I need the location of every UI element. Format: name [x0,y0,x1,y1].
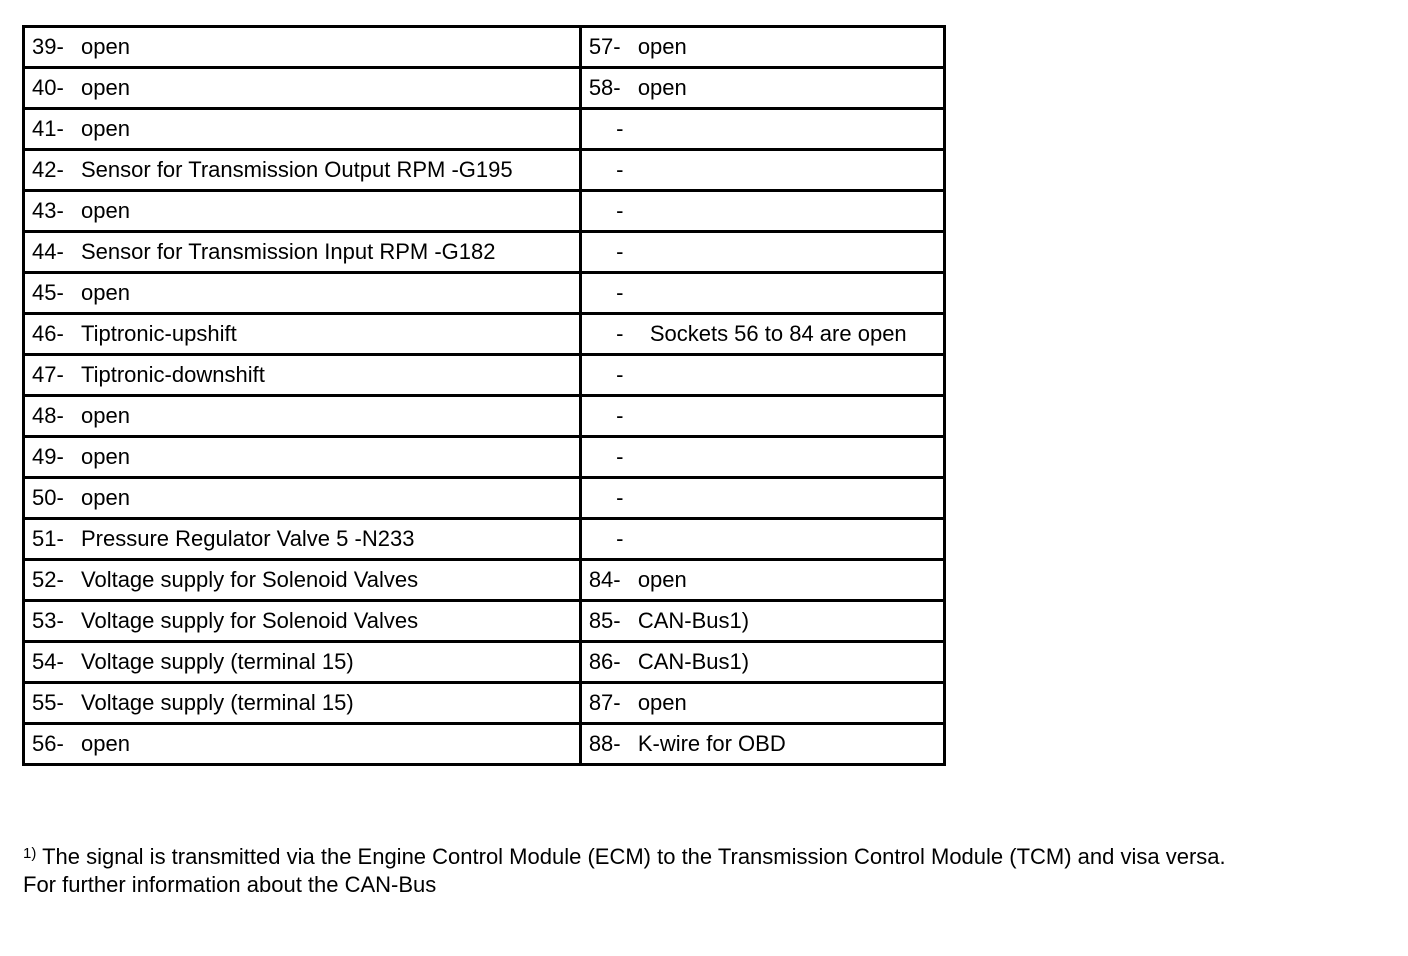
table-row [24,355,945,396]
pin-cell-left [24,150,581,191]
pin-cell-left [24,191,581,232]
pin-number: - [616,485,624,510]
table-row [24,314,945,355]
pin-description: Sensor for Transmission Output RPM -G195 [81,157,513,182]
pin-description: open [81,116,130,141]
pin-cell-left [24,683,581,724]
pin-description: open [637,75,687,100]
pin-number: - [616,362,624,387]
pin-description: Voltage supply (terminal 15) [81,649,354,674]
pin-cell-right [580,273,944,314]
pin-description: open [81,485,130,510]
table-row [24,519,945,560]
table-row [24,437,945,478]
pin-number: 56- [32,731,64,756]
table-row [24,232,945,273]
pin-number: 44- [32,239,64,264]
pin-number: 55- [32,690,64,715]
pin-cell-right [580,314,944,355]
pin-cell-right [580,683,944,724]
pin-description: Sensor for Transmission Input RPM -G182 [81,239,496,264]
pin-cell-right [580,724,944,765]
pin-cell-right [580,437,944,478]
pin-description: open [81,731,130,756]
pin-number: 88- [588,731,621,756]
pin-number: 42- [32,157,64,182]
table-row [24,478,945,519]
pin-number: 85- [588,608,621,633]
pin-cell-right [580,150,944,191]
pin-assignment-table [22,25,946,766]
table-row [24,724,945,765]
pin-description: Tiptronic-downshift [81,362,265,387]
pin-cell-right [580,27,944,68]
pin-number: 53- [32,608,64,633]
pin-description: Pressure Regulator Valve 5 -N233 [81,526,415,551]
pin-number: 50- [32,485,64,510]
pin-description: open [81,34,130,59]
pin-cell-left [24,68,581,109]
pin-cell-left [24,642,581,683]
table-row [24,560,945,601]
pin-cell-right [580,560,944,601]
pin-table-body [24,27,945,765]
table-row [24,642,945,683]
table-row [24,191,945,232]
pin-description: open [81,280,130,305]
pin-description: open [81,444,130,469]
pin-description: Tiptronic-upshift [81,321,237,346]
pin-number: 47- [32,362,64,387]
pin-cell-left [24,109,581,150]
pin-cell-left [24,724,581,765]
pin-number: - [616,526,624,551]
pin-number: 41- [32,116,64,141]
pin-description: open [637,690,687,715]
pin-number: 43- [32,198,64,223]
pin-description: K-wire for OBD [637,731,786,756]
pin-number: 84- [588,567,621,592]
pin-cell-right [580,232,944,273]
pin-number: - [616,116,624,141]
pin-description: CAN-Bus1) [637,649,750,674]
pin-cell-left [24,519,581,560]
pin-cell-right [580,642,944,683]
pin-description: open [81,198,130,223]
pin-cell-right [580,68,944,109]
table-row [24,150,945,191]
table-row [24,27,945,68]
footnote-line-2: For further information about the CAN-Bus [23,872,437,897]
pin-description: Sockets 56 to 84 are open [649,321,907,346]
pin-cell-left [24,478,581,519]
pin-number: 58- [588,75,621,100]
pin-cell-left [24,437,581,478]
pin-number: 46- [32,321,64,346]
pin-number: 45- [32,280,64,305]
pin-number: 49- [32,444,64,469]
pin-number: 86- [588,649,621,674]
pin-description: open [81,75,130,100]
pin-number: - [616,444,624,469]
pin-cell-right [580,519,944,560]
pin-description: Voltage supply (terminal 15) [81,690,354,715]
pin-number: 48- [32,403,64,428]
pin-number: - [616,280,624,305]
pin-number: - [616,198,624,223]
footnote [23,843,1226,899]
footnote-text-1: The signal is transmitted via the Engine Control Module (ECM) to the Transmission Control Module (TCM) and visa versa. [42,844,1226,869]
pin-cell-right [580,396,944,437]
pin-cell-left [24,314,581,355]
pin-number: 39- [32,34,64,59]
pin-number: 57- [588,34,621,59]
pin-cell-right [580,478,944,519]
pin-number: 40- [32,75,64,100]
pin-description: open [637,34,687,59]
footnote-line-1 [23,843,1226,871]
pin-number: 87- [588,690,621,715]
pin-description: Voltage supply for Solenoid Valves [81,567,419,592]
pin-number: 52- [32,567,64,592]
pin-cell-left [24,396,581,437]
table-row [24,273,945,314]
table-row [24,396,945,437]
pin-description: Voltage supply for Solenoid Valves [81,608,419,633]
pin-cell-left [24,355,581,396]
pin-number: - [616,403,624,428]
pin-number: 51- [32,526,64,551]
table-row [24,683,945,724]
pin-cell-right [580,355,944,396]
pin-number: 54- [32,649,64,674]
table-row [24,68,945,109]
pin-cell-right [580,191,944,232]
pin-cell-left [24,601,581,642]
pin-cell-left [24,560,581,601]
pin-description: CAN-Bus1) [637,608,750,633]
pin-number: - [616,321,624,346]
pin-cell-right [580,109,944,150]
table-row [24,601,945,642]
pin-description: open [637,567,687,592]
pin-number: - [616,157,624,182]
pin-cell-right [580,601,944,642]
pin-cell-left [24,273,581,314]
footnote-marker: 1) [23,845,37,862]
pin-cell-left [24,232,581,273]
table-row [24,109,945,150]
pin-description: open [81,403,130,428]
pin-number: - [616,239,624,264]
pin-cell-left [24,27,581,68]
